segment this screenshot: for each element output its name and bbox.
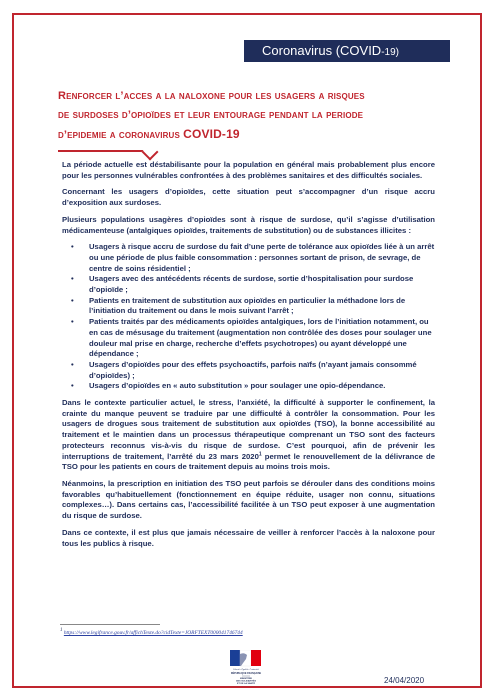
ministry-logo bbox=[216, 650, 276, 686]
logo-ministry-line-2: DES SOLIDARITÉS bbox=[236, 680, 256, 683]
logo-motto: Liberté • Égalité • Fraternité bbox=[233, 669, 259, 671]
paragraph: Dans ce contexte, il est plus que jamais nécessaire de veiller à renforcer l’accès à la naloxone pour tous les publics à risque. bbox=[62, 527, 435, 548]
footnote bbox=[60, 630, 243, 636]
list-item: • Usagers d’opioïdes en « auto substitution » pour soulager une opio-dépendance. bbox=[71, 381, 386, 391]
logo-republic: RÉPUBLIQUE FRANÇAISE bbox=[230, 672, 262, 675]
list-item: • Usagers d’opioïdes pour des effets psychoactifs, parfois naïfs (n’ayant jamais consommé d’opioïdes) ; bbox=[71, 359, 417, 380]
logo-ministry-line-3: ET DE LA SANTÉ bbox=[237, 683, 255, 686]
title-line-3: d’epidemie a coronavirus COVID-19 bbox=[58, 127, 240, 141]
footnote-number: 1 bbox=[60, 628, 63, 634]
paragraph: La période actuelle est déstabilisante pour la population en général mais probablement plus encore pour les personnes vulnérables confrontées à des problèmes sanitaires et des difficultés sociales. bbox=[62, 160, 435, 180]
marianne-flag-icon bbox=[230, 650, 261, 666]
banner-label-small: -19) bbox=[381, 47, 399, 58]
paragraph: Dans le contexte particulier actuel, le stress, l’anxiété, la difficulté à supporter le confinement, la crainte du manque peuvent se traduire par une difficulté à contrôler la consommation. Pour les usagers de drogues sous traitement de substitution aux opioïdes (TSO), la bonne accessibilité au traitement et le maintien dans un processus thérapeutique comprenant un TSO sont des facteurs protecteurs reconnus vis-à-vis du risque de surdose. C’est pourquoi, afin de prévenir les interruptions de traitement, l’arrêté du 23 mars 2020$^1$ permet le renouvellement de la délivrance de TSO pour les patients en cours de traitement depuis au moins trois mois. bbox=[62, 398, 435, 472]
list-item: • Usagers avec des antécédents récents de surdose, sortie d’hospitalisation pour surdose d’opioïde ; bbox=[71, 274, 414, 295]
list-item: • Patients traités par des médicaments opioïdes antalgiques, lors de l’initiation notamment, ou en cas de mésusage du traitement (augmentation non contrôlée des doses pour soulager une douleur mal prise en charge, recherche d’effets psychotropes) ou ayant développé une dépendance ; bbox=[71, 317, 432, 359]
document-title bbox=[58, 87, 448, 145]
footnote-ref[interactable]: 1 bbox=[258, 451, 262, 458]
banner-label: Coronavirus (COVID bbox=[262, 43, 382, 58]
paragraph: Concernant les usagers d’opioïdes, cette situation peut s’accompagner d’un risque accru d’exposition aux surdoses. bbox=[62, 187, 435, 208]
title-line-2: de surdoses d’opioïdes et leur entourage pendant la periode bbox=[58, 109, 364, 121]
logo-ministry-line-1: MINISTÈRE bbox=[240, 678, 252, 680]
topic-banner bbox=[244, 40, 450, 62]
list-item: • Patients en traitement de substitution aux opioïdes en particulier la méthadone lors de l’initiation du traitement ou dans le mois suivant l’arrêt ; bbox=[71, 295, 406, 316]
list-item: • Usagers à risque accru de surdose du fait d’une perte de tolérance aux opioïdes liée à un arrêt ou une période de plus faible consommation : personnes sortant de prison, de sevrage, de centre de soins résidentiel ; bbox=[71, 242, 435, 273]
paragraph: Plusieurs populations usagères d’opioïdes sont à risque de surdose, qu’il s’agisse d’utilisation médicamenteuse (antalgiques opioïdes, traitements de substitution) ou de substances illicites : bbox=[62, 214, 435, 235]
paragraph: Néanmoins, la prescription en initiation des TSO peut parfois se dérouler dans des conditions moins favorables qu’habituellement (fonctionnement en équipe réduite, usager non connu, situations complexes…). Dans certains cas, l’accessibilité facilitée à un TSO peut exposer à une augmentation du risque de surdose. bbox=[62, 478, 435, 521]
footnote-link[interactable]: https://www.legifrance.gouv.fr/affichTexte.do?cidTexte=JORFTEXT000041746744 bbox=[63, 630, 243, 636]
title-line-1: Renforcer l’acces a la naloxone pour les usagers a risques bbox=[58, 90, 365, 102]
document-body bbox=[62, 160, 435, 555]
title-highlight: COVID-19 bbox=[183, 127, 240, 141]
document-date: 24/04/2020 bbox=[384, 676, 425, 685]
risk-population-list bbox=[62, 242, 435, 392]
footnote-separator bbox=[60, 624, 160, 625]
title-underline bbox=[58, 150, 146, 152]
